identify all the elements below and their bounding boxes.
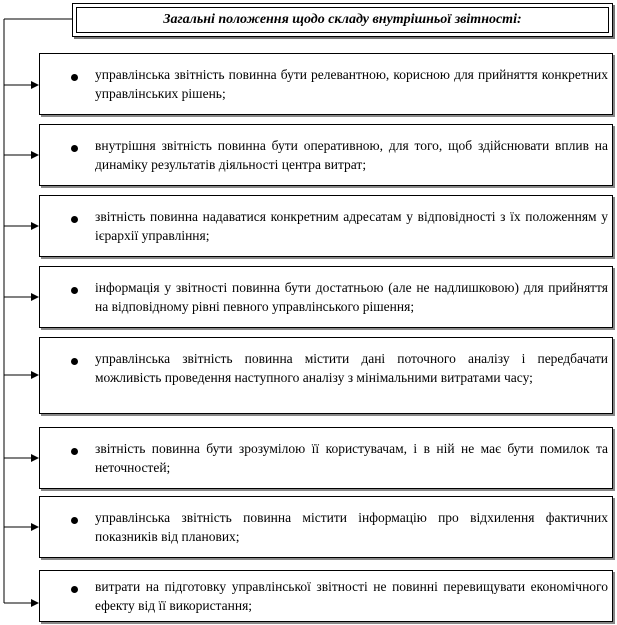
principle-box-2	[39, 124, 613, 186]
bullet-icon	[71, 216, 78, 223]
title-box	[72, 3, 613, 37]
diagram-title: Загальні положення щодо складу внутрішньої звітності:	[76, 7, 609, 33]
principle-box-6	[39, 427, 613, 489]
principle-text: звітність повинна бути зрозумілою її користувачам, і в ній не має бути помилок та неточностей;	[95, 441, 608, 475]
principle-text: інформація у звітності повинна бути достатньою (але не надлишковою) для прийняття на відповідному рівні певного управлінського рішення;	[95, 280, 608, 314]
principle-text: управлінська звітність повинна містити дані поточного аналізу і передбачати можливість проведення наступного аналізу з мінімальними витратами часу;	[95, 351, 608, 385]
principle-text: витрати на підготовку управлінської звітності не повинні перевищувати економічного ефекту від її використання;	[95, 579, 608, 613]
bullet-icon	[71, 74, 78, 81]
principle-box-5	[39, 337, 613, 414]
bullet-icon	[71, 145, 78, 152]
principle-box-4	[39, 266, 613, 328]
principle-box-1	[39, 53, 613, 115]
principle-text: управлінська звітність повинна бути релевантною, корисною для прийняття конкретних управлінських рішень;	[95, 67, 608, 101]
principle-text: управлінська звітність повинна містити інформацію про відхилення фактичних показників від планових;	[95, 510, 608, 544]
bullet-icon	[71, 448, 78, 455]
principle-text: звітність повинна надаватися конкретним адресатам у відповідності з їх положенням у ієрархії управління;	[95, 209, 608, 243]
principle-text: внутрішня звітність повинна бути оперативною, для того, щоб здійснювати вплив на динаміку результатів діяльності центра витрат;	[95, 138, 608, 172]
bullet-icon	[71, 517, 78, 524]
bullet-icon	[71, 358, 78, 365]
principle-box-8	[39, 570, 613, 622]
bullet-icon	[71, 287, 78, 294]
bullet-icon	[71, 586, 78, 593]
principle-box-7	[39, 496, 613, 558]
principle-box-3	[39, 195, 613, 257]
